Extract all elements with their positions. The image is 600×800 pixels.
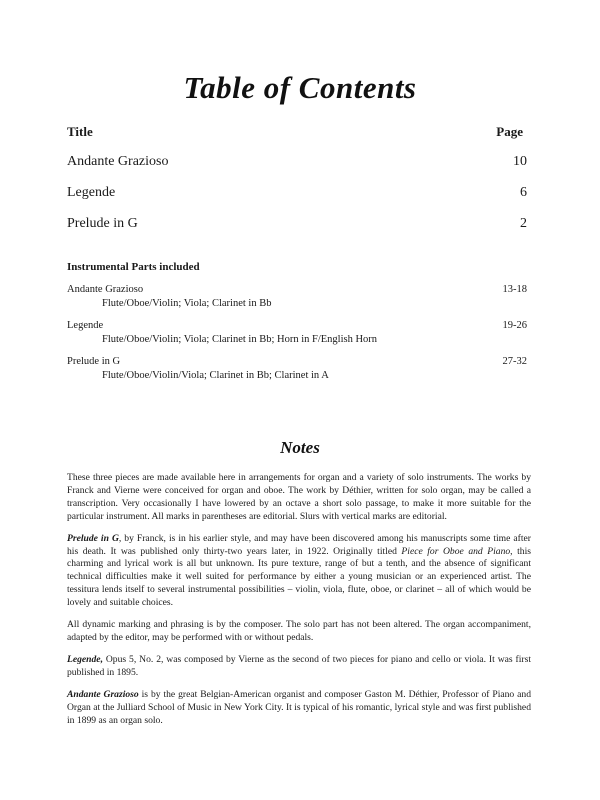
toc-entry-page: 2	[520, 216, 527, 231]
notes-paragraph: All dynamic marking and phrasing is by the composer. The solo part has not been altered. The organ accompaniment, adapted by the editor, may be performed with or without pedals.	[67, 619, 531, 643]
piece-name: Legende,	[67, 653, 103, 665]
toc-header-title: Title	[67, 124, 93, 139]
paragraph-text: is by the great Belgian-American organist and composer Gaston M. Déthier, Professor of Piano and Organ at the Julliard School of Music in New York City. It is typical of his romantic, lyrical style and was first published in 1899 as an organ solo.	[67, 688, 531, 726]
part-name: Andante Grazioso	[67, 284, 144, 295]
notes-body	[67, 472, 531, 736]
original-title: Piece for Oboe and Piano	[401, 545, 511, 557]
paragraph-text: , by Franck, is in his earlier style, and may have been discovered among his manuscripts some time after his death. It was published only thirty-two years later, in 1922. Originally titled	[67, 532, 531, 557]
notes-paragraph	[67, 533, 531, 610]
toc-entry-title: Andante Grazioso	[67, 154, 169, 169]
part-instruments: Flute/Oboe/Violin; Viola; Clarinet in Bb; Horn in F/English Horn	[102, 334, 378, 345]
notes-paragraph	[67, 654, 531, 680]
part-page-range: 27-32	[502, 356, 527, 367]
part-instruments: Flute/Oboe/Violin; Viola; Clarinet in Bb	[102, 298, 272, 309]
notes-title: Notes	[280, 438, 320, 457]
toc-entry-page: 6	[520, 185, 527, 200]
parts-heading: Instrumental Parts included	[67, 261, 200, 273]
toc-entry-title: Prelude in G	[67, 216, 138, 231]
toc-entry	[67, 185, 527, 205]
toc-entry-title: Legende	[67, 185, 116, 200]
piece-name: Prelude in G	[67, 532, 119, 544]
piece-name: Andante Grazioso	[67, 688, 139, 700]
part-instruments: Flute/Oboe/Violin/Viola; Clarinet in Bb; Clarinet in A	[102, 370, 329, 381]
notes-paragraph	[67, 689, 531, 728]
part-name: Prelude in G	[67, 356, 121, 367]
paragraph-text: , this charming and lyrical work is all but unknown. Its pure texture, range of but a tenth, and the absence of significant technical difficulties make it well suited for performance by either a young musician or an experienced artist. The tessitura lends itself to several instrumental possibilities – violin, viola, flute, oboe, or clarinet – all of which would be lovely and suitable choices.	[67, 545, 531, 609]
part-page-range: 19-26	[502, 320, 527, 331]
toc-entry-page: 10	[513, 154, 527, 169]
notes-paragraph: These three pieces are made available here in arrangements for organ and a variety of solo instruments. The works by Franck and Vierne were conceived for organ and oboe. The work by Déthier, written for solo organ, may be called a transcription. Very occasionally I have lowered by an octave a short solo passage, to make it more suitable for the particular instrument. All marks in parentheses are editorial. Slurs with vertical marks are editorial.	[67, 472, 531, 522]
toc-header-page: Page	[496, 124, 523, 139]
toc-entry	[67, 154, 527, 174]
part-name: Legende	[67, 320, 104, 331]
toc-entry	[67, 216, 527, 236]
toc-title: Table of Contents	[183, 70, 417, 105]
paragraph-text: Opus 5, No. 2, was composed by Vierne as the second of two pieces for piano and cello or viola. It was first published in 1895.	[67, 653, 531, 678]
part-page-range: 13-18	[502, 284, 527, 295]
